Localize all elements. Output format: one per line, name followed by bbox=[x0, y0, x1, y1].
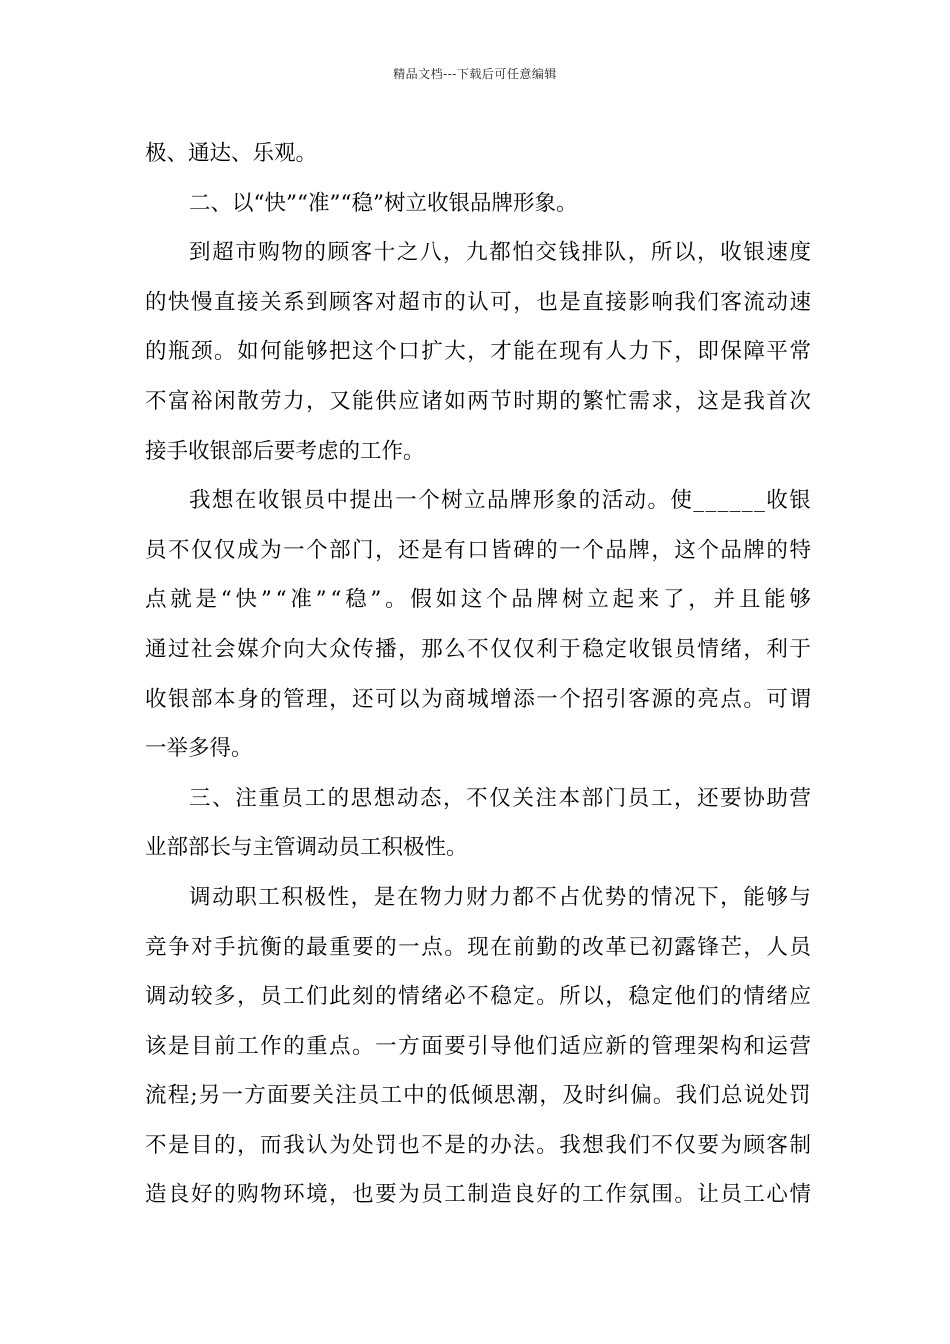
text-line: 调 动 职 工 积 极 性 ， 是 在 物 力 财 力 都 不 占 优 势 的 情 况 下 ， 能 够 与 bbox=[189, 884, 811, 910]
document-body bbox=[145, 129, 811, 1220]
text-line: 流 程 ; 另 一 方 面 要 关 注 员 工 中 的 低 倾 思 潮 ， 及 时 纠 偏 。 我 们 总 说 处 罚 bbox=[145, 1083, 811, 1109]
text-line: 收 银 部 本 身 的 管 理 ， 还 可 以 为 商 城 增 添 一 个 招 引 客 源 的 亮 点 。 可 谓 bbox=[145, 686, 811, 712]
text-line: 竞 争 对 手 抗 衡 的 最 重 要 的 一 点 。 现 在 前 勤 的 改 革 已 初 露 锋 芒 ， 人 员 bbox=[145, 934, 811, 960]
text-line: 调 动 较 多 ， 员 工 们 此 刻 的 情 绪 必 不 稳 定 。 所 以 ， 稳 定 他 们 的 情 绪 应 bbox=[145, 984, 811, 1010]
text-line: 不 是 目 的 ， 而 我 认 为 处 罚 也 不 是 的 办 法 。 我 想 我 们 不 仅 要 为 顾 客 制 bbox=[145, 1132, 811, 1158]
text-line: 造 良 好 的 购 物 环 境 ， 也 要 为 员 工 制 造 良 好 的 工 作 氛 围 。 让 员 工 心 情 bbox=[145, 1182, 811, 1208]
text-line: 通 过 社 会 媒 介 向 大 众 传 播 ， 那 么 不 仅 仅 利 于 稳 定 收 银 员 情 绪 ， 利 于 bbox=[145, 636, 811, 662]
text-line: 的 快 慢 直 接 关 系 到 顾 客 对 超 市 的 认 可 ， 也 是 直 接 影 响 我 们 客 流 动 速 bbox=[145, 289, 811, 315]
text-line: 一举多得。 bbox=[145, 736, 253, 762]
text-line: 极、通达、乐观。 bbox=[145, 141, 318, 166]
text-line: 点 就 是 “ 快 ” “ 准 ” “ 稳 ” 。 假 如 这 个 品 牌 树 立 起 来 了 ， 并 且 能 够 bbox=[145, 587, 811, 613]
text-line: 到 超 市 购 物 的 顾 客 十 之 八 ， 九 都 怕 交 钱 排 队 ， 所 以 ， 收 银 速 度 bbox=[189, 240, 811, 266]
text-line: 二、以“快”“准”“稳”树立收银品牌形象。 bbox=[189, 190, 578, 216]
text-line: 该 是 目 前 工 作 的 重 点 。 一 方 面 要 引 导 他 们 适 应 新 的 管 理 架 构 和 运 营 bbox=[145, 1033, 811, 1059]
text-line: 接手收银部后要考虑的工作。 bbox=[145, 438, 425, 464]
text-line: 我 想 在 收 银 员 中 提 出 一 个 树 立 品 牌 形 象 的 活 动 。 使 _ _ _ _ _ _ 收 银 bbox=[189, 488, 811, 514]
text-line: 员 不 仅 仅 成 为 一 个 部 门 ， 还 是 有 口 皆 碑 的 一 个 品 牌 ， 这 个 品 牌 的 特 bbox=[145, 537, 811, 563]
text-line: 的 瓶 颈 。 如 何 能 够 把 这 个 口 扩 大 ， 才 能 在 现 有 人 力 下 ， 即 保 障 平 常 bbox=[145, 339, 811, 365]
text-line: 业部部长与主管调动员工积极性。 bbox=[145, 835, 468, 861]
page-header: 精品文档---下载后可任意编辑 bbox=[393, 67, 557, 81]
text-line: 不 富 裕 闲 散 劳 力 ， 又 能 供 应 诸 如 两 节 时 期 的 繁 忙 需 求 ， 这 是 我 首 次 bbox=[145, 388, 811, 414]
text-line: 三 、 注 重 员 工 的 思 想 动 态 ， 不 仅 关 注 本 部 门 员 工 ， 还 要 协 助 营 bbox=[189, 785, 811, 811]
